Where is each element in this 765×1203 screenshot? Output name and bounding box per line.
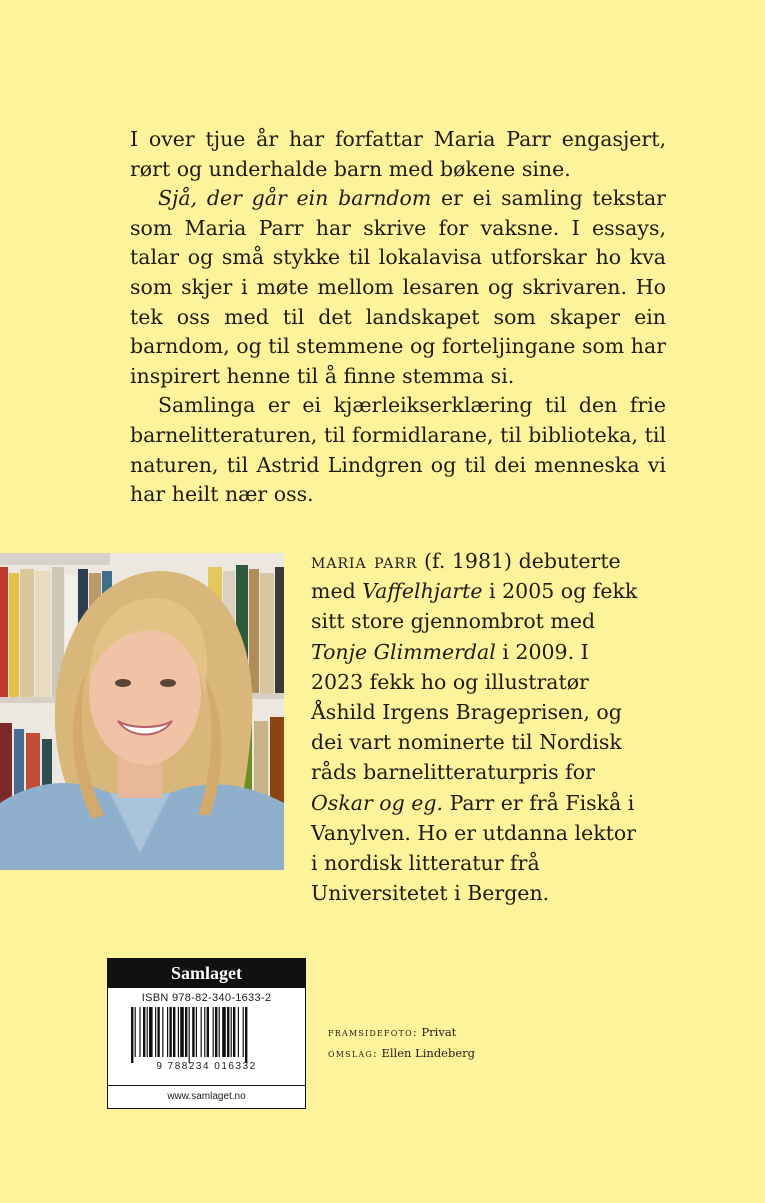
blurb-paragraph-1: I over tjue år har forfattar Maria Parr engasjert, rørt og underhalde barn med bøkene sine.	[130, 127, 666, 181]
barcode-bar	[195, 1007, 196, 1057]
barcode-bar	[143, 1007, 145, 1057]
barcode-bar	[212, 1007, 213, 1057]
author-name: maria parr	[311, 549, 418, 573]
barcode-bar	[245, 1007, 247, 1063]
cover-credit-value: Ellen Lindeberg	[377, 1046, 476, 1060]
barcode-bar	[180, 1007, 184, 1057]
bio-text-4: Parr er frå Fiskå i Vanylven. Ho er utdanna lektor i nordisk litteratur frå Universitetet i Bergen.	[311, 790, 637, 906]
author-portrait-illustration	[0, 553, 284, 870]
barcode-bar	[215, 1007, 217, 1057]
barcode-bar	[155, 1007, 156, 1057]
barcode-bar	[206, 1007, 208, 1057]
isbn-number: ISBN 978-82-340-1633-2	[141, 992, 272, 1004]
blurb-paragraph-3: Samlinga er ei kjærleikserklæring til den frie barnelitteraturen, til formidlarane, til biblioteka, til naturen, til Astrid Lindgren og til dei menneska vi har heilt nær oss.	[130, 393, 666, 507]
publisher-url: www.samlaget.no	[108, 1085, 305, 1108]
cover-credit-label: omslag:	[328, 1047, 378, 1060]
author-bio	[311, 546, 641, 908]
book-title: Sjå, der går ein barndom	[158, 186, 432, 211]
barcode-bar	[188, 1007, 189, 1063]
bio-text-3: i 2009. I 2023 fekk ho og illustratør Åshild Irgens Brageprisen, og dei vart nominerte til Nordisk råds barnelitteraturpris for	[311, 639, 622, 785]
barcode-bar	[146, 1007, 147, 1057]
barcode-bar	[134, 1007, 135, 1057]
author-photo	[0, 553, 284, 870]
barcode-bar	[192, 1007, 194, 1057]
bio-book-1: Vaffelhjarte	[362, 579, 483, 604]
photo-credit	[328, 1022, 475, 1043]
ean-digits: 9 788234 016332	[156, 1061, 257, 1072]
barcode-bar	[185, 1007, 187, 1057]
barcode-bar	[227, 1007, 229, 1057]
barcode-bar	[169, 1007, 171, 1057]
barcode-bar	[131, 1007, 133, 1063]
bio-text-1: (f. 1981) debuterte med	[311, 549, 621, 604]
cover-credits	[328, 1022, 475, 1064]
barcode-bar	[162, 1007, 163, 1057]
barcode-bar	[233, 1007, 235, 1057]
bio-book-2: Tonje Glimmerdal	[311, 639, 496, 664]
barcode-bar	[149, 1007, 153, 1057]
barcode-bar	[218, 1007, 219, 1057]
barcode-bar	[173, 1007, 175, 1057]
barcode-bar	[177, 1007, 178, 1057]
barcode-bar	[242, 1007, 243, 1057]
barcode-icon	[127, 1007, 287, 1063]
barcode-bar	[204, 1007, 205, 1057]
cover-credit	[328, 1043, 475, 1064]
barcode-bar	[157, 1007, 159, 1057]
bio-book-3: Oskar og eg.	[311, 790, 444, 815]
barcode-bar	[237, 1007, 238, 1057]
bio-text-2: i 2005 og fekk sitt store gjennombrot med	[311, 579, 638, 634]
barcode-bar	[139, 1007, 140, 1057]
back-cover-blurb	[130, 125, 666, 510]
barcode-bar	[167, 1007, 168, 1057]
publisher-logo: Samlaget	[108, 959, 305, 988]
photo-credit-label: framsidefoto:	[328, 1026, 418, 1039]
blurb-paragraph-2-text: er ei samling tekstar som Maria Parr har skrive for vaksne. I essays, talar og små stykke til lokalavisa utforskar ho kva som skjer i møte mellom lesaren og skrivaren. Ho tek oss med til det landskapet som skaper ein barndom, og til stemmene og forteljingane som har inspirert henne til å finne stemma si.	[130, 186, 666, 388]
photo-credit-value: Privat	[417, 1025, 457, 1039]
barcode-bar	[222, 1007, 226, 1057]
barcode-bar	[230, 1007, 231, 1057]
isbn-barcode-box	[107, 958, 306, 1109]
barcode-bar	[200, 1007, 201, 1057]
blurb-paragraph-2	[130, 184, 666, 391]
